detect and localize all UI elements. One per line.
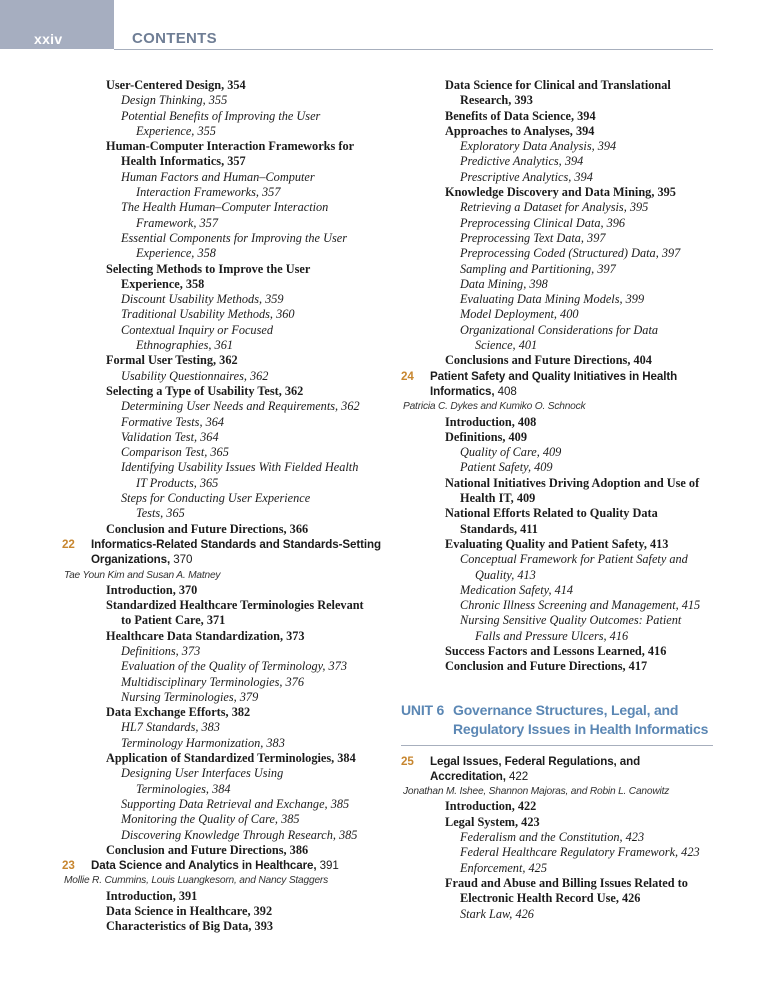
toc-subheading: Preprocessing Text Data, 397 [460, 230, 606, 245]
unit-rule [401, 745, 713, 746]
toc-right-column [401, 78, 721, 922]
toc-subheading: Evaluating Data Mining Models, 399 [460, 292, 645, 307]
chapter-title: Legal Issues, Federal Regulations, and [430, 754, 641, 768]
toc-heading: Knowledge Discovery and Data Mining, 395 [445, 185, 676, 200]
toc-subheading: Nursing Terminologies, 379 [121, 689, 259, 704]
toc-subheading: Human Factors and Human–Computer [121, 169, 315, 184]
toc-subheading: Federalism and the Constitution, 423 [460, 830, 645, 845]
toc-heading: Introduction, 422 [445, 799, 537, 814]
toc-heading: Application of Standardized Terminologies, 384 [106, 751, 356, 766]
chapter-entry-continued [62, 552, 382, 567]
toc-heading: Success Factors and Lessons Learned, 416 [445, 643, 667, 658]
toc-subheading: Patient Safety, 409 [460, 460, 553, 475]
chapter-number: 22 [62, 537, 75, 551]
toc-heading: Data Science for Clinical and Translational [445, 78, 671, 92]
toc-heading: Definitions, 409 [445, 429, 527, 444]
toc-heading: Data Science in Healthcare, 392 [106, 904, 273, 919]
toc-subheading: Designing User Interfaces Using [121, 766, 284, 781]
toc-left-column [62, 78, 382, 935]
chapter-entry [62, 858, 382, 873]
toc-heading-continued: to Patient Care, 371 [121, 613, 226, 628]
toc-subheading-continued: Framework, 357 [136, 215, 218, 230]
toc-subheading: The Health Human–Computer Interaction [121, 200, 329, 215]
toc-heading: Introduction, 408 [445, 414, 537, 429]
toc-subheading-continued: Interaction Frameworks, 357 [136, 185, 281, 200]
toc-subheading: Organizational Considerations for Data [460, 322, 659, 337]
toc-subheading: Exploratory Data Analysis, 394 [460, 139, 617, 154]
toc-subheading: Steps for Conducting User Experience [121, 491, 311, 506]
toc-heading: Healthcare Data Standardization, 373 [106, 628, 305, 643]
toc-heading: Legal System, 423 [445, 814, 540, 829]
chapter-entry [401, 754, 721, 769]
toc-heading: Selecting Methods to Improve the User [106, 261, 311, 276]
toc-subheading-continued: Terminologies, 384 [136, 781, 231, 796]
toc-heading: Data Exchange Efforts, 382 [106, 705, 251, 720]
toc-subheading: Federal Healthcare Regulatory Framework, 423 [460, 845, 700, 860]
toc-heading-continued: Experience, 358 [121, 276, 205, 291]
toc-subheading: Multidisciplinary Terminologies, 376 [121, 674, 304, 689]
toc-subheading: HL7 Standards, 383 [121, 720, 220, 735]
toc-subheading: Quality of Care, 409 [460, 445, 562, 460]
toc-subheading-continued: Experience, 358 [136, 246, 216, 261]
chapter-entry-continued [401, 384, 721, 399]
toc-subheading: Supporting Data Retrieval and Exchange, 385 [121, 796, 350, 811]
toc-subheading: Definitions, 373 [121, 643, 201, 658]
toc-heading-continued: Standards, 411 [460, 521, 538, 536]
toc-subheading: Discovering Knowledge Through Research, 385 [121, 827, 358, 842]
toc-subheading: Traditional Usability Methods, 360 [121, 307, 295, 322]
toc-subheading: Chronic Illness Screening and Management, 415 [460, 598, 701, 613]
toc-subheading-continued: Science, 401 [475, 338, 538, 353]
chapter-title: Informatics, [430, 384, 495, 398]
chapter-title: Data Science and Analytics in Healthcare, [91, 859, 317, 873]
toc-subheading: Terminology Harmonization, 383 [121, 735, 285, 750]
toc-subheading: Data Mining, 398 [460, 276, 548, 291]
toc-subheading-continued: Experience, 355 [136, 123, 216, 138]
chapter-number: 23 [62, 859, 75, 873]
toc-subheading: Validation Test, 364 [121, 429, 219, 444]
toc-heading: National Efforts Related to Quality Data [445, 506, 658, 521]
chapter-title: Informatics-Related Standards and Standards-Setting [91, 537, 381, 551]
page-number: xxiv [34, 31, 63, 47]
toc-heading: Characteristics of Big Data, 393 [106, 919, 273, 934]
section-gap [401, 675, 721, 701]
toc-heading: Selecting a Type of Usability Test, 362 [106, 383, 304, 398]
toc-heading: Conclusions and Future Directions, 404 [445, 353, 652, 368]
toc-subheading: Medication Safety, 414 [460, 582, 574, 597]
toc-subheading: Usability Questionnaires, 362 [121, 368, 269, 383]
toc-subheading: Formative Tests, 364 [121, 414, 225, 429]
toc-subheading: Monitoring the Quality of Care, 385 [121, 812, 300, 827]
toc-heading-continued: Health IT, 409 [460, 491, 536, 506]
toc-heading: Introduction, 391 [106, 888, 198, 903]
toc-subheading-continued: Tests, 365 [136, 506, 185, 521]
toc-subheading: Model Deployment, 400 [460, 307, 579, 322]
toc-subheading: Nursing Sensitive Quality Outcomes: Patient [460, 613, 682, 628]
toc-subheading: Retrieving a Dataset for Analysis, 395 [460, 200, 649, 215]
toc-subheading: Determining User Needs and Requirements, 362 [121, 399, 360, 414]
toc-heading: Fraud and Abuse and Billing Issues Related to [445, 875, 688, 890]
toc-subheading: Conceptual Framework for Patient Safety and [460, 552, 688, 567]
toc-subheading-continued: Ethnographies, 361 [136, 338, 234, 353]
chapter-entry-continued [401, 769, 721, 784]
chapter-page: 370 [170, 553, 193, 567]
chapter-authors: Tae Youn Kim and Susan A. Matney [64, 569, 221, 581]
toc-subheading: Prescriptive Analytics, 394 [460, 169, 593, 184]
unit-label: UNIT 6 [401, 701, 445, 718]
toc-subheading: Stark Law, 426 [460, 906, 534, 921]
toc-heading-continued: Electronic Health Record Use, 426 [460, 891, 641, 906]
toc-subheading: Design Thinking, 355 [121, 93, 228, 108]
unit-heading [401, 701, 721, 720]
toc-heading: Introduction, 370 [106, 582, 198, 597]
toc-subheading: Potential Benefits of Improving the User [121, 108, 321, 123]
toc-heading: Approaches to Analyses, 394 [445, 123, 595, 138]
toc-subheading: Predictive Analytics, 394 [460, 154, 584, 169]
toc-subheading: Preprocessing Coded (Structured) Data, 397 [460, 246, 681, 261]
toc-subheading: Sampling and Partitioning, 397 [460, 261, 616, 276]
toc-heading: Conclusion and Future Directions, 417 [445, 659, 648, 674]
chapter-authors: Jonathan M. Ishee, Shannon Majoras, and Robin L. Canowitz [403, 786, 670, 798]
toc-subheading-continued: Quality, 413 [475, 567, 536, 582]
running-title: CONTENTS [132, 30, 217, 47]
header-rule [114, 49, 713, 50]
chapter-page: 391 [316, 859, 339, 873]
chapter-number: 25 [401, 754, 414, 768]
toc-heading: Formal User Testing, 362 [106, 353, 238, 368]
chapter-title: Organizations, [91, 553, 171, 567]
unit-title-continued: Regulatory Issues in Health Informatics [453, 720, 709, 737]
chapter-entry [401, 369, 721, 384]
toc-subheading: Contextual Inquiry or Focused [121, 322, 273, 337]
chapter-title: Patient Safety and Quality Initiatives in Health [430, 369, 678, 383]
toc-heading: Conclusion and Future Directions, 386 [106, 842, 309, 857]
toc-heading-continued: Research, 393 [460, 93, 533, 108]
unit-title: Governance Structures, Legal, and [453, 701, 679, 718]
toc-heading: User-Centered Design, 354 [106, 78, 246, 92]
chapter-authors: Mollie R. Cummins, Louis Luangkesorn, and Nancy Staggers [64, 875, 328, 887]
chapter-number: 24 [401, 369, 414, 383]
chapter-title: Accreditation, [430, 769, 506, 783]
toc-heading-continued: Health Informatics, 357 [121, 154, 246, 169]
chapter-page: 422 [505, 769, 529, 783]
toc-heading: Evaluating Quality and Patient Safety, 413 [445, 536, 669, 551]
chapter-entry [62, 537, 382, 552]
toc-heading: Benefits of Data Science, 394 [445, 108, 596, 123]
toc-subheading: Identifying Usability Issues With Fielded Health [121, 460, 359, 475]
toc-heading: National Initiatives Driving Adoption and Use of [445, 475, 700, 490]
toc-subheading: Preprocessing Clinical Data, 396 [460, 215, 626, 230]
chapter-page: 408 [494, 384, 517, 398]
toc-subheading: Evaluation of the Quality of Terminology, 373 [121, 659, 348, 674]
toc-heading: Human-Computer Interaction Frameworks for [106, 139, 355, 154]
toc-subheading: Essential Components for Improving the User [121, 230, 347, 245]
toc-heading: Conclusion and Future Directions, 366 [106, 521, 309, 536]
toc-heading: Standardized Healthcare Terminologies Relevant [106, 598, 364, 613]
toc-subheading-continued: Falls and Pressure Ulcers, 416 [475, 628, 629, 643]
toc-subheading: Comparison Test, 365 [121, 445, 229, 460]
toc-subheading: Enforcement, 425 [460, 860, 547, 875]
toc-subheading-continued: IT Products, 365 [136, 475, 219, 490]
chapter-authors: Patricia C. Dykes and Kumiko O. Schnock [403, 401, 586, 413]
toc-subheading: Discount Usability Methods, 359 [121, 292, 284, 307]
